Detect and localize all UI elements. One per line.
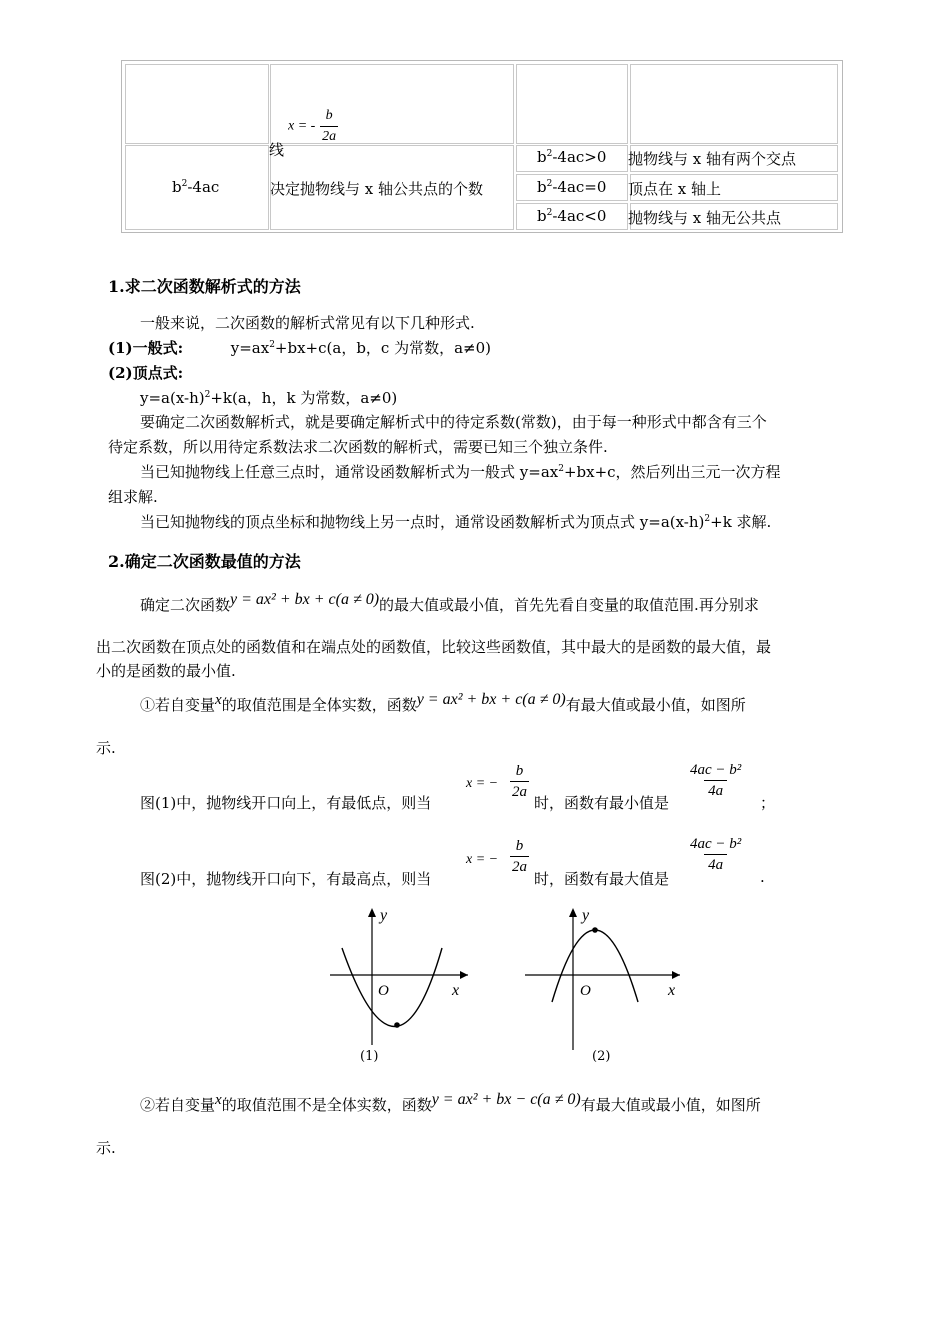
fraction-numerator: b <box>515 763 524 779</box>
text-span: ①若自变量 <box>140 696 216 714</box>
fraction-numerator: b <box>515 838 524 854</box>
general-formula-b: +bx+c(a，b，c 为常数，a≠0) <box>274 339 491 357</box>
x-axis-arrow <box>672 971 680 979</box>
fraction-denominator: 2a <box>510 856 529 877</box>
fraction-numerator: 4ac − b² <box>690 836 742 852</box>
fraction-denominator: 4a <box>704 854 727 875</box>
vertex-point <box>592 927 598 933</box>
fraction-numerator: b <box>325 108 333 123</box>
fraction <box>510 761 529 802</box>
text-span: 的取值范围不是全体实数，函数 <box>221 1096 432 1114</box>
fraction <box>510 836 529 877</box>
figure2-text-b: 时，函数有最大值是 <box>534 870 670 888</box>
paragraph-line: 小的是函数的最小值. <box>96 662 236 680</box>
paragraph-line <box>140 511 771 532</box>
vertex-form-label: (2)顶点式: <box>108 364 184 382</box>
graph-1 <box>330 907 468 1064</box>
text-span: 确定二次函数 <box>140 596 231 614</box>
text-span: 有最大值或最小值，如图所 <box>580 1096 761 1114</box>
table-cell <box>125 64 269 144</box>
param-rest: -4ac <box>187 178 220 196</box>
vertex-point <box>394 1022 400 1028</box>
case-result: 顶点在 x 轴上 <box>628 180 721 198</box>
paragraph-line: 组求解. <box>108 488 158 506</box>
figure1-text-b: 时，函数有最小值是 <box>534 794 670 812</box>
figure1-text-c: ； <box>760 794 776 812</box>
quadratic-formula: y = ax² + bx − c(a ≠ 0) <box>431 1091 581 1108</box>
x-equals: x = − <box>466 776 499 791</box>
text-span: 的最大值或最小值，首先先看自变量的取值范围.再分别求 <box>379 596 759 614</box>
case-result: 抛物线与 x 轴有两个交点 <box>628 150 796 168</box>
figure2-text-c: . <box>760 868 765 886</box>
paragraph-line <box>140 691 746 715</box>
fraction-denominator: 2a <box>510 781 529 802</box>
superscript: 2 <box>558 464 564 474</box>
paragraph-line: 示. <box>96 739 116 757</box>
param-sup: 2 <box>181 179 188 189</box>
cond-rest: -4ac=0 <box>552 178 607 196</box>
text-span: +k 求解. <box>710 513 772 531</box>
cond-sup: 2 <box>546 149 553 159</box>
y-axis-arrow <box>368 908 376 917</box>
table-cell <box>516 64 628 144</box>
fraction <box>510 836 529 877</box>
figure2-text-a: 图(2)中，抛物线开口向下，有最高点，则当 <box>140 870 432 888</box>
axis-label-x: x <box>668 982 676 999</box>
variable-x: x <box>215 1092 222 1108</box>
axis-label-y: y <box>582 907 590 924</box>
paragraph-line <box>140 591 759 615</box>
section1-heading: 1.求二次函数解析式的方法 <box>108 277 301 296</box>
text-span: 有最大值或最小值，如图所 <box>565 696 746 714</box>
fraction <box>686 834 745 875</box>
row1-suffix: 线 <box>269 141 285 159</box>
fraction-numerator: 4ac − b² <box>690 762 742 778</box>
x-equals: x = − <box>466 852 499 867</box>
cond-sup: 2 <box>546 179 553 189</box>
paragraph-line <box>140 1091 761 1115</box>
paragraph-line: 要确定二次函数解析式，就是要确定解析式中的待定系数(常数)，由于每一种形式中都含有三个 <box>140 413 767 431</box>
axis-formula-clipped <box>288 106 338 140</box>
superscript: 2 <box>704 514 711 524</box>
axis-label-x: x <box>452 982 460 999</box>
parabola-curve <box>552 930 638 1002</box>
figure1-text-a: 图(1)中，抛物线开口向上，有最低点，则当 <box>140 794 432 812</box>
vertex-formula-b: +k(a，h，k 为常数，a≠0) <box>210 389 398 407</box>
general-form-label: (1)一般式: <box>108 339 184 357</box>
formula-text: x = - <box>288 118 316 134</box>
case-result: 抛物线与 x 轴无公共点 <box>628 209 781 227</box>
param-base: b <box>172 178 182 196</box>
cond-sup: 2 <box>546 208 553 218</box>
graph-caption: (1) <box>360 1049 379 1064</box>
section1-intro: 一般来说，二次函数的解析式常见有以下几种形式. <box>140 314 475 332</box>
x-axis-arrow <box>460 971 468 979</box>
paragraph-line: 出二次函数在顶点处的函数值和在端点处的函数值，比较这些函数值，其中最大的是函数的最大值，最 <box>96 638 772 656</box>
text-span: 的取值范围是全体实数，函数 <box>221 696 417 714</box>
graph-caption: (2) <box>592 1049 611 1064</box>
variable-x: x <box>215 692 222 708</box>
cond-rest: -4ac>0 <box>552 148 607 166</box>
fraction <box>686 834 745 875</box>
parabola-figures <box>320 900 700 1070</box>
axis-label-y: y <box>380 907 388 924</box>
fraction <box>510 761 529 802</box>
origin-label: O <box>378 983 389 999</box>
fraction <box>686 760 745 801</box>
parabola-curve <box>342 948 442 1027</box>
fraction-denominator: 4a <box>704 780 727 801</box>
fraction-denominator: 2a <box>320 126 338 140</box>
text-span: 当已知抛物线上任意三点时，通常设函数解析式为一般式 y=ax <box>140 463 559 481</box>
case-condition: $b^2-4ac=0$ <box>537 178 607 196</box>
section2-heading: 2.确定二次函数最值的方法 <box>108 552 301 571</box>
case-condition: $b^2-4ac<0$ <box>537 207 607 225</box>
vertex-formula-a: y=a(x-h) <box>140 389 205 407</box>
general-form-line <box>108 337 491 358</box>
general-formula-a: y=ax <box>230 339 270 357</box>
general-formula-sup: 2 <box>269 340 275 350</box>
text-span: ②若自变量 <box>140 1096 216 1114</box>
fraction <box>686 760 745 801</box>
vertex-formula <box>140 387 397 408</box>
paragraph-line: 待定系数，所以用待定系数法求二次函数的解析式，需要已知三个独立条件. <box>108 438 608 456</box>
vertex-formula-sup: 2 <box>204 390 211 400</box>
origin-label: O <box>580 983 591 999</box>
case-condition: $b^2-4ac>0$ <box>537 148 607 166</box>
quadratic-formula: y = ax² + bx + c(a ≠ 0) <box>416 691 566 708</box>
paragraph-line <box>140 461 781 482</box>
fraction <box>320 106 338 140</box>
graph-2 <box>525 907 680 1064</box>
parameter-role: 决定抛物线与 x 轴公共点的个数 <box>270 180 483 198</box>
text-span: +bx+c，然后列出三元一次方程 <box>563 463 781 481</box>
table-cell <box>630 64 838 144</box>
y-axis-arrow <box>569 908 577 917</box>
parameter-label <box>172 178 219 196</box>
paragraph-line: 示. <box>96 1139 116 1157</box>
text-span: 当已知抛物线的顶点坐标和抛物线上另一点时，通常设函数解析式为顶点式 y=a(x-h) <box>140 513 705 531</box>
quadratic-formula: y = ax² + bx + c(a ≠ 0) <box>230 591 380 608</box>
cond-rest: -4ac<0 <box>552 207 607 225</box>
